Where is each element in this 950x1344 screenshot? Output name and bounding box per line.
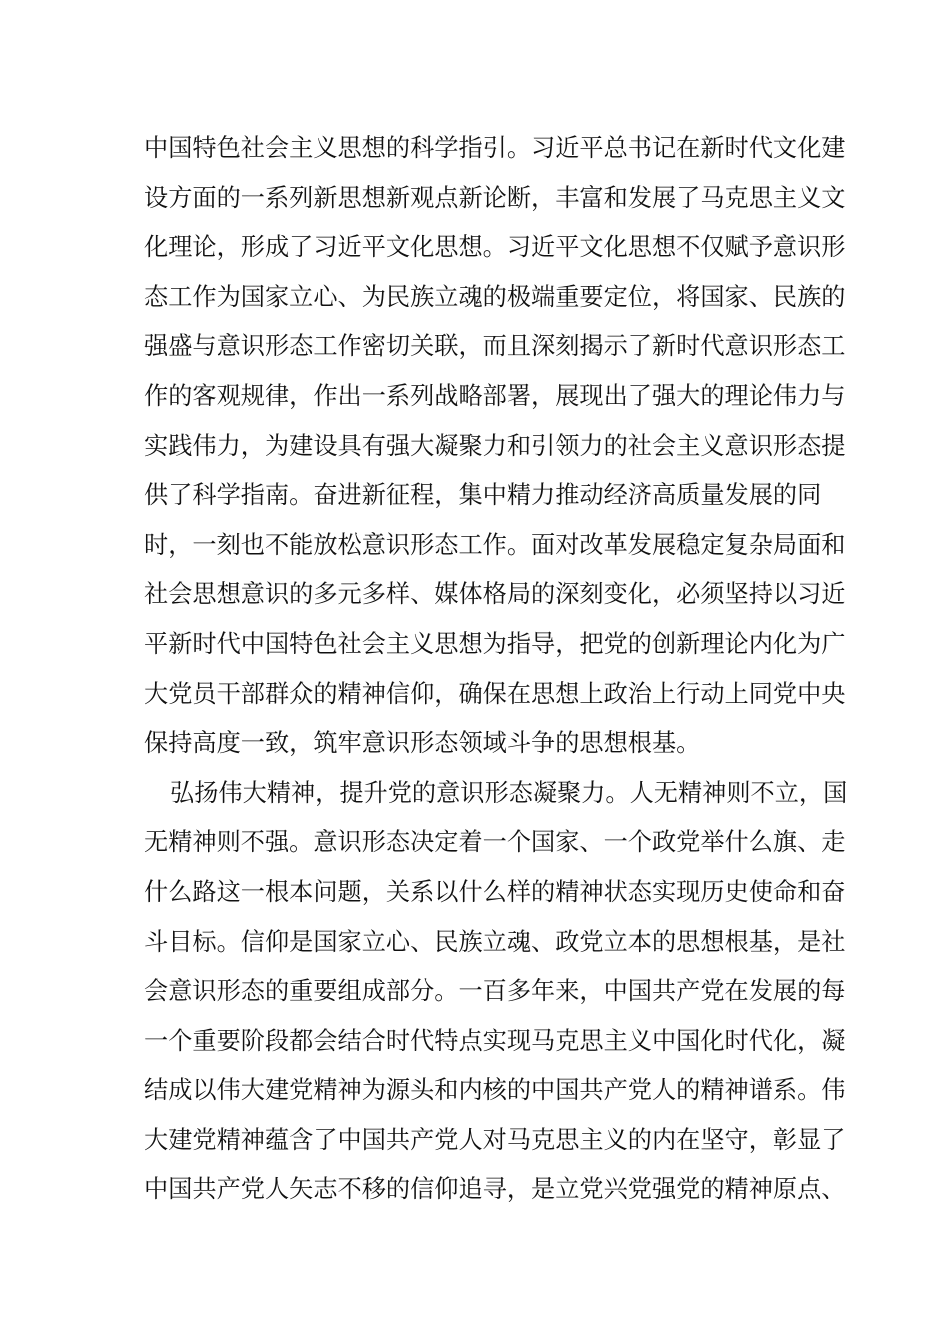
text-line: 化理论，形成了习近平文化思想。习近平文化思想不仅赋予意识形 [144, 233, 846, 262]
text-line: 大建党精神蕴含了中国共产党人对马克思主义的内在坚守，彰显了 [144, 1125, 846, 1154]
text-line: 中国特色社会主义思想的科学指引。习近平总书记在新时代文化建 [144, 134, 846, 162]
text-line: 态工作为国家立心、为民族立魂的极端重要定位，将国家、民族的 [144, 282, 846, 311]
text-line: 实践伟力，为建设具有强大凝聚力和引领力的社会主义意识形态提 [144, 431, 846, 460]
body-text [144, 124, 848, 1215]
text-line: 时，一刻也不能放松意识形态工作。面对改革发展稳定复杂局面和 [144, 530, 846, 559]
text-line: 什么路这一根本问题，关系以什么样的精神状态实现历史使命和奋 [144, 877, 846, 906]
text-line: 斗目标。信仰是国家立心、民族立魂、政党立本的思想根基，是社 [144, 927, 846, 956]
text-line: 社会思想意识的多元多样、媒体格局的深刻变化，必须坚持以习近 [144, 580, 846, 609]
text-line: 强盛与意识形态工作密切关联，而且深刻揭示了新时代意识形态工 [144, 332, 846, 361]
text-line: 大党员干部群众的精神信仰，确保在思想上政治上行动上同党中央 [144, 679, 846, 708]
text-line: 结成以伟大建党精神为源头和内核的中国共产党人的精神谱系。伟 [144, 1076, 846, 1105]
text-line: 无精神则不强。意识形态决定着一个国家、一个政党举什么旗、走 [144, 828, 846, 857]
text-line: 一个重要阶段都会结合时代特点实现马克思主义中国化时代化，凝 [144, 1026, 846, 1055]
text-line: 平新时代中国特色社会主义思想为指导，把党的创新理论内化为广 [144, 629, 846, 658]
text-line: 中国共产党人矢志不移的信仰追寻，是立党兴党强党的精神原点、 [144, 1175, 846, 1204]
text-line: 会意识形态的重要组成部分。一百多年来，中国共产党在发展的每 [144, 977, 846, 1006]
paragraph-start-line: 弘扬伟大精神，提升党的意识形态凝聚力。人无精神则不立，国 [170, 778, 848, 807]
text-line: 设方面的一系列新思想新观点新论断，丰富和发展了马克思主义文 [144, 183, 846, 212]
text-line: 保持高度一致，筑牢意识形态领域斗争的思想根基。 [144, 729, 701, 758]
text-line: 作的客观规律，作出一系列战略部署，展现出了强大的理论伟力与 [144, 381, 846, 410]
text-line: 供了科学指南。奋进新征程，集中精力推动经济高质量发展的同 [144, 481, 822, 510]
